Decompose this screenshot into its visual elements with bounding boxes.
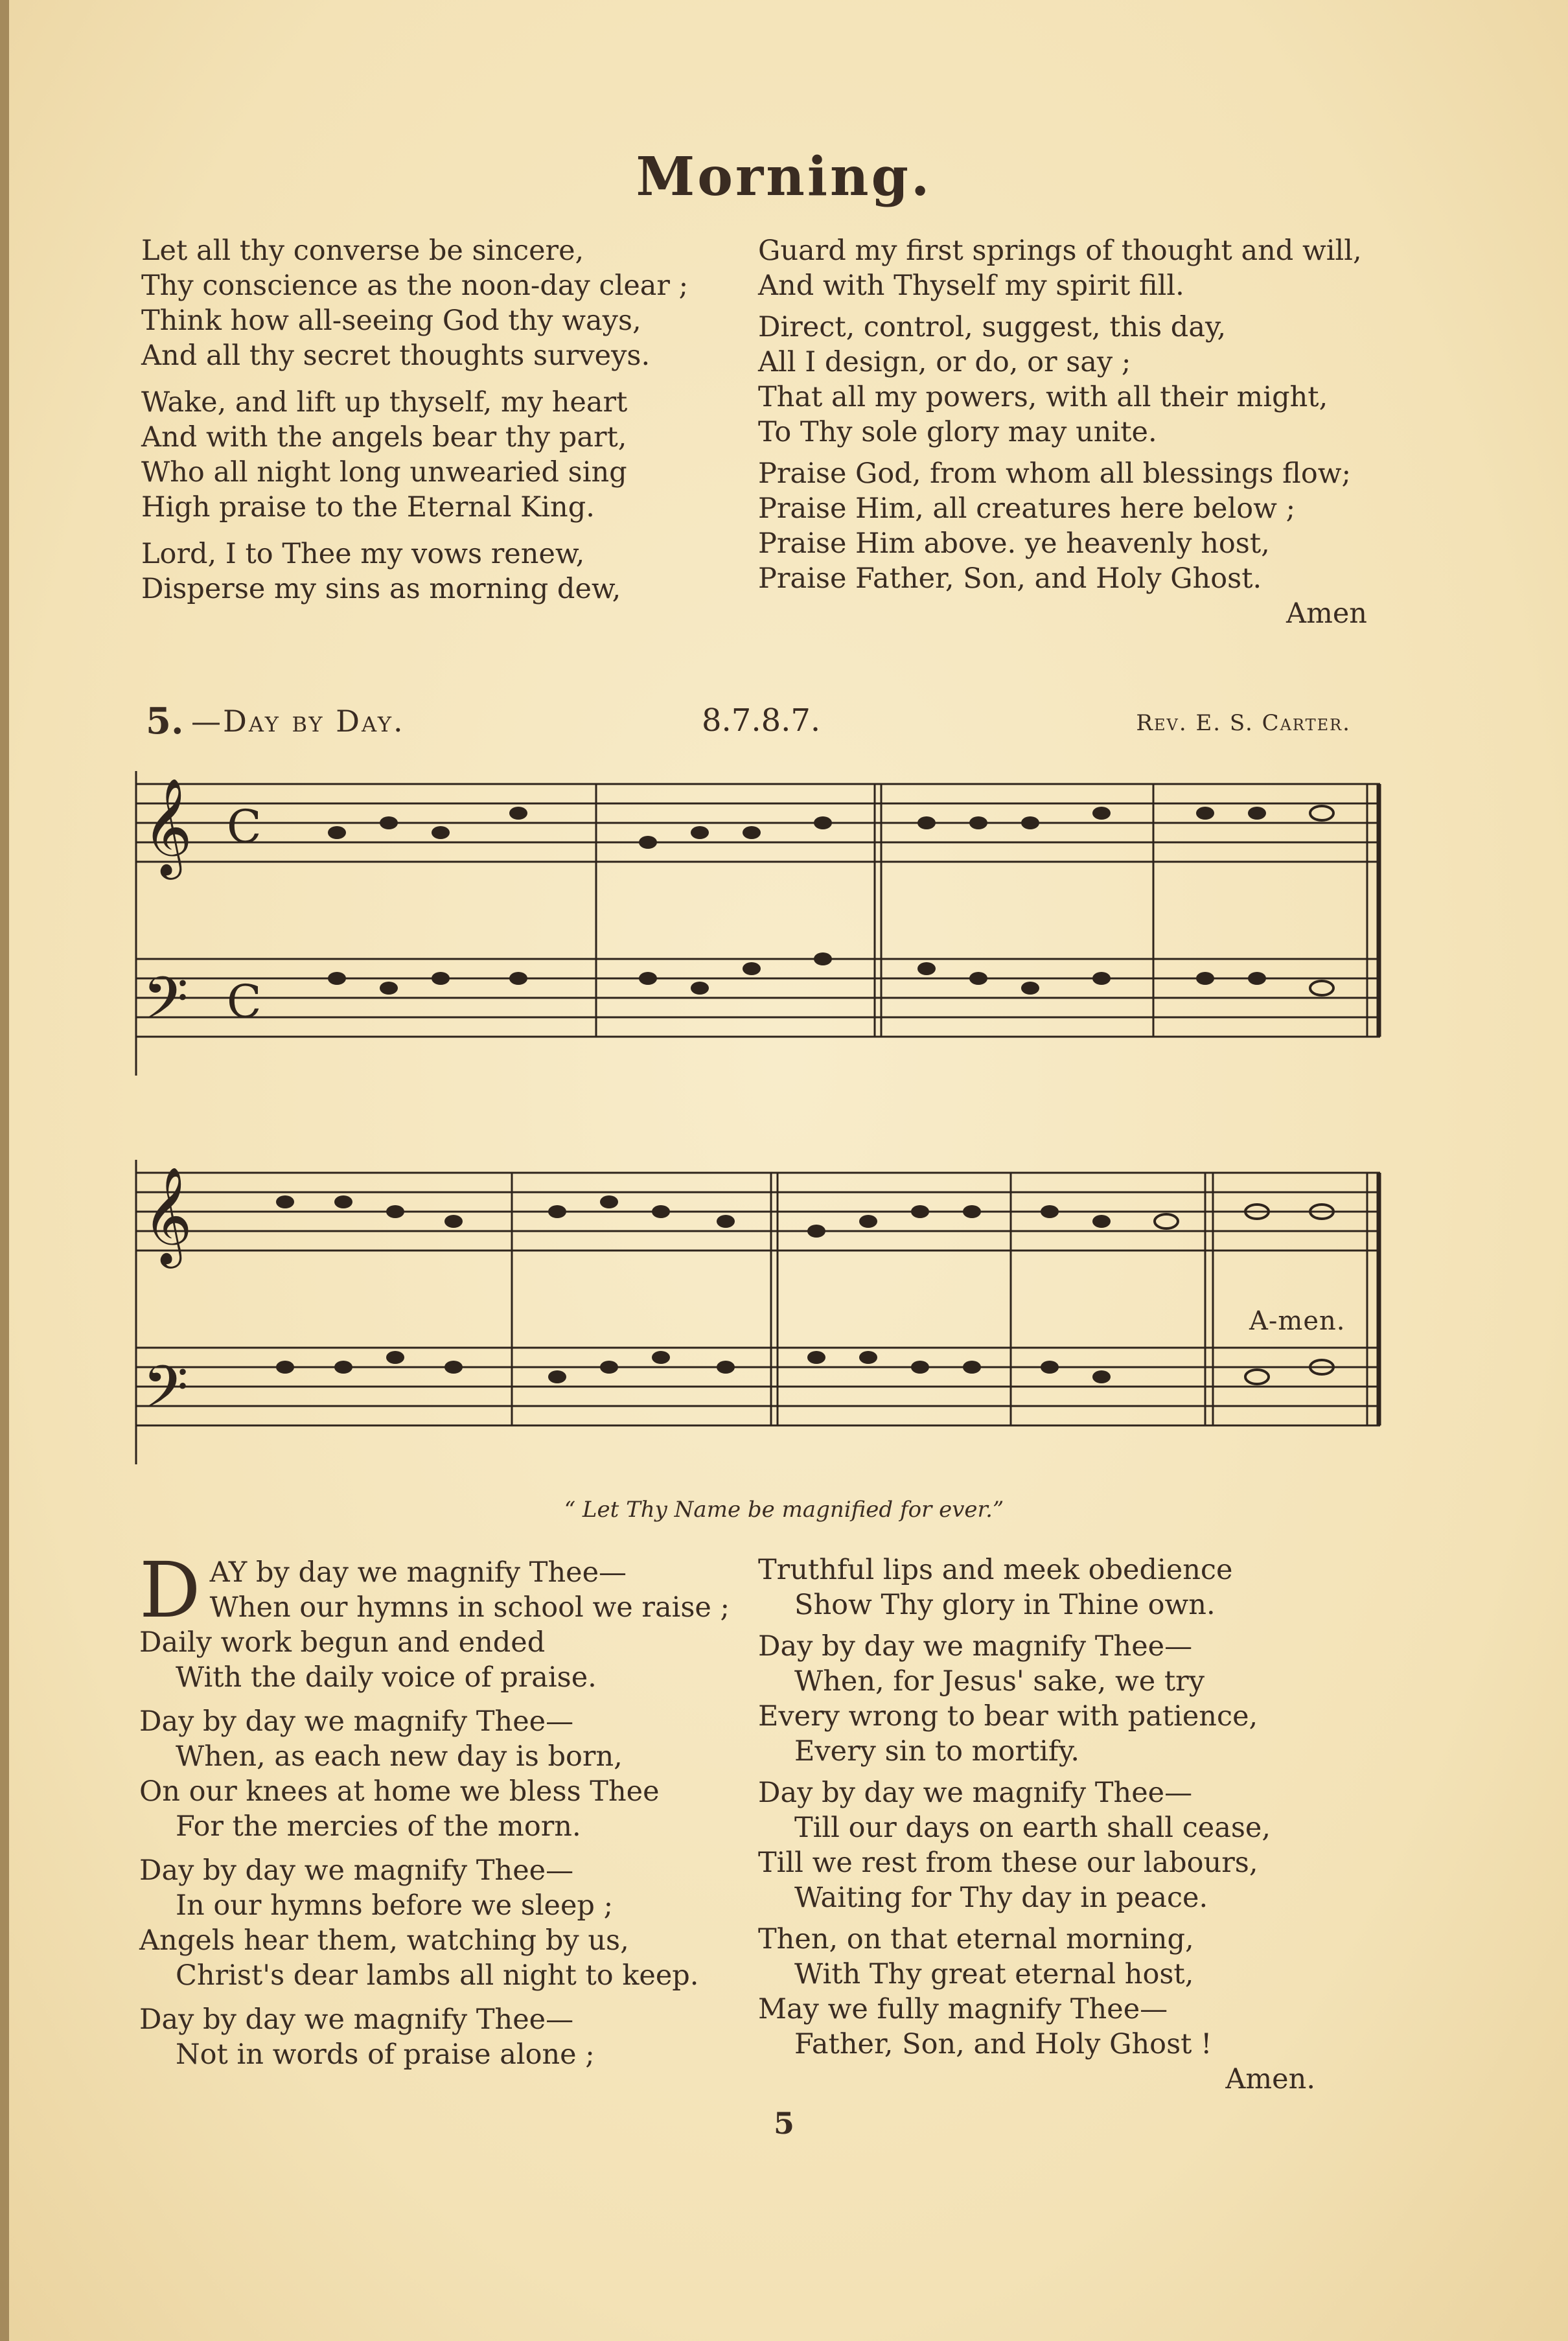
verse-line: For the mercies of the morn.	[176, 1810, 581, 1843]
verse-line: And all thy secret thoughts surveys.	[141, 340, 651, 372]
verse-line: Angels hear them, watching by us,	[139, 1924, 629, 1957]
stanza	[758, 310, 1380, 450]
svg-text:𝄢: 𝄢	[143, 964, 189, 1047]
verse-line: And with Thyself my spirit fill.	[758, 270, 1184, 302]
verse-line: Praise God, from whom all blessings flow;	[758, 457, 1352, 490]
stanza	[758, 1552, 1354, 1622]
hymn-meter: 8.7.8.7.	[702, 702, 821, 739]
verse-line: In our hymns before we sleep ;	[176, 1889, 614, 1922]
verse-line: Not in words of praise alone ;	[176, 2038, 595, 2071]
verse-line: Show Thy glory in Thine own.	[794, 1589, 1216, 1621]
verse-line: All I design, or do, or say ;	[758, 346, 1131, 378]
verse-line: With Thy great eternal host,	[794, 1958, 1194, 1990]
verse-line: Praise Him, all creatures here below ;	[758, 492, 1296, 525]
verse-line: Day by day we magnify Thee—	[758, 1777, 1193, 1809]
scripture-caption: “ Let Thy Name be magnified for ever.”	[564, 1497, 1004, 1523]
music-score-system-1	[130, 758, 1393, 1089]
hymn-number: 5.	[146, 700, 184, 743]
verse-line: Christ's dear lambs all night to keep.	[176, 1959, 699, 1992]
page-title: Morning.	[636, 146, 932, 208]
amen-text: Amen.	[1225, 2063, 1315, 2095]
svg-text:𝄢: 𝄢	[143, 1353, 189, 1436]
morning-verses-right	[758, 233, 1380, 638]
verse-line: May we fully magnify Thee—	[758, 1993, 1168, 2025]
verse-line: Praise Him above. ye heavenly host,	[758, 527, 1270, 560]
verse-line: Thy conscience as the noon-day clear ;	[141, 270, 689, 302]
svg-text:C: C	[227, 800, 262, 853]
drop-cap: D	[139, 1545, 201, 1635]
verse-line: Think how all-seeing God thy ways,	[141, 305, 641, 337]
svg-text:𝄞: 𝄞	[143, 777, 192, 875]
verse-line: Daily work begun and ended	[139, 1626, 546, 1659]
verse-line: AY by day we magnify Thee—	[209, 1556, 627, 1589]
verse-line: Who all night long unwearied sing	[141, 456, 627, 489]
verse-line: Direct, control, suggest, this day,	[758, 311, 1227, 343]
verse-line: Day by day we magnify Thee—	[758, 1630, 1193, 1663]
hymn-author: Rev. E. S. Carter.	[1136, 710, 1351, 736]
verse-line: On our knees at home we bless Thee	[139, 1775, 660, 1808]
verse-line: Truthful lips and meek obedience	[758, 1554, 1233, 1586]
verse-line: Praise Father, Son, and Holy Ghost.	[758, 562, 1262, 595]
hymn-verses-left	[139, 1545, 761, 2079]
hymn-title: —Day by Day.	[191, 704, 405, 739]
stanza	[758, 1775, 1354, 1915]
stanza	[139, 2002, 761, 2072]
stanza	[758, 233, 1380, 303]
svg-text:𝄞: 𝄞	[143, 1166, 192, 1264]
verse-line: Let all thy converse be sincere,	[141, 235, 584, 267]
stanza	[758, 1629, 1354, 1769]
stanza	[139, 1853, 761, 1993]
verse-line: Guard my first springs of thought and will,	[758, 235, 1362, 267]
verse-line: Day by day we magnify Thee—	[139, 2003, 574, 2036]
verse-line: When, for Jesus' sake, we try	[794, 1665, 1205, 1698]
verse-line: Till our days on earth shall cease,	[794, 1812, 1271, 1844]
music-amen-text: A-men.	[1249, 1306, 1346, 1336]
stanza	[141, 536, 737, 606]
svg-text:C: C	[227, 975, 262, 1028]
verse-line: Every sin to mortify.	[794, 1735, 1080, 1768]
page-binding-edge	[0, 0, 9, 2341]
verse-line: High praise to the Eternal King.	[141, 491, 595, 524]
stanza	[139, 1704, 761, 1844]
verse-line: Till we rest from these our labours,	[758, 1847, 1258, 1879]
hymn-header	[146, 700, 1351, 745]
stanza	[758, 1922, 1354, 2097]
stanza	[139, 1545, 761, 1695]
verse-line: To Thy sole glory may unite.	[758, 416, 1157, 448]
verse-line: Every wrong to bear with patience,	[758, 1700, 1258, 1733]
verse-line: That all my powers, with all their might,	[758, 381, 1328, 413]
verse-line: Father, Son, and Holy Ghost !	[794, 2028, 1212, 2060]
hymn-verses-right	[758, 1552, 1354, 2103]
verse-line: With the daily voice of praise.	[176, 1661, 597, 1694]
verse-line: When our hymns in school we raise ;	[209, 1591, 730, 1624]
verse-line: Lord, I to Thee my vows renew,	[141, 538, 585, 570]
verse-line: Then, on that eternal morning,	[758, 1923, 1194, 1955]
verse-line: And with the angels bear thy part,	[141, 421, 627, 454]
verse-line: Day by day we magnify Thee—	[139, 1854, 574, 1887]
stanza	[758, 456, 1380, 631]
verse-line: Wake, and lift up thyself, my heart	[141, 386, 628, 419]
verse-line: Day by day we magnify Thee—	[139, 1705, 574, 1738]
amen-text: Amen	[1286, 597, 1367, 630]
music-score-system-2	[130, 1147, 1393, 1484]
verse-line: When, as each new day is born,	[176, 1740, 623, 1773]
stanza	[141, 233, 737, 373]
morning-verses-left	[141, 233, 737, 613]
stanza	[141, 385, 737, 525]
verse-line: Waiting for Thy day in peace.	[794, 1882, 1208, 1914]
page-number: 5	[773, 2106, 794, 2141]
verse-line: Disperse my sins as morning dew,	[141, 573, 621, 605]
